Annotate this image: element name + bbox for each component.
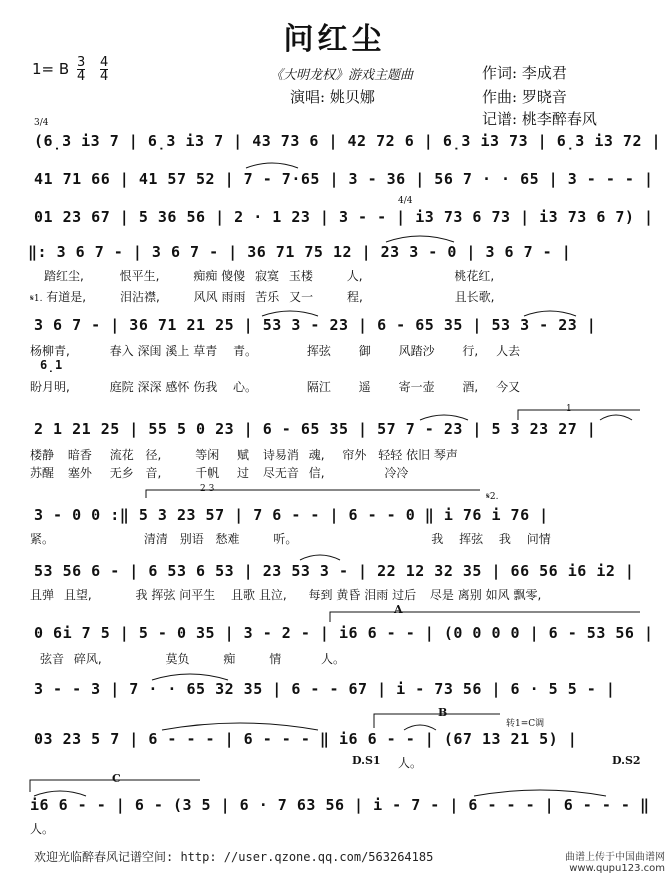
key-signature: 1= B [32,60,70,78]
tie-7 [300,555,340,560]
notation-line-7: 3 - 0 0 :‖ 5 3 23 57 | 7 6 - - | 6 - - 0 ‖ i 76 i 76 | [34,506,549,524]
notation-line-5: 3 6 7 - | 36 71 21 25 | 53 3 - 23 | 6 - 65 35 | 53 3 - 23 | [34,316,597,334]
time-signature-4-4: $\frac{4}{4}$ [100,55,109,84]
lyric-row-verse2-c: 苏醒 塞外 无乡 音, 千帆 过 尽无音 信, 冷冷 [30,466,409,480]
ds2-marker: D.S2 [612,754,641,767]
tie-8 [152,674,228,680]
bracket-a [330,612,640,622]
lyric-row-chorus-b: 弦音 碎风, 莫负 痴 情 人。 [40,652,346,666]
rehearsal-mark-c: C [112,772,121,785]
volta-2-3-bracket [146,490,480,498]
tie-5 [420,415,468,420]
tie-6 [600,415,632,420]
volta-2-3-label: 2 3 [200,484,215,494]
time-signature-3-4: $\frac{3}{4}$ [77,55,86,84]
notation-line-1: (6̣3 i3 7 | 6̣3 i3 7 | 43 73 6 | 42 72 6 | 6̣3 i3 73 | 6̣3 i3 72 | [34,132,662,150]
composer-credit: 作曲: 罗晓音 [482,88,567,106]
notation-line-4: ‖: 3 6 7 - | 3 6 7 - | 36 71 75 12 | 23 3 - 0 | 3 6 7 - | [28,243,572,261]
tie-1 [246,163,298,168]
notation-line-10: 3 - - 3 | 7 · · 65 32 35 | 6 - - 67 | i - 73 56 | 6 · 5 5 - | [34,680,616,698]
bracket-c [30,780,200,792]
lyric-row-verse1-a: 踏红尘, 恨平生, 痴痴 傻傻 寂寞 玉楼 人, 桃花红, [44,269,495,283]
rehearsal-mark-a: A [394,603,403,616]
notation-line-2: 41 71 66 | 41 57 52 | 7 - 7·65 | 3 - 36 | 56 7 · · 65 | 3 - - - | [34,170,654,188]
lyric-row-ending: 紧。 清清 别语 愁难 听。 我 挥弦 我 问情 [30,532,551,546]
notation-line-11: 03 23 5 7 | 6 - - - | 6 - - - ‖ i6 6 - - | (67 13 21 5) | [34,730,578,748]
lyric-ds1: 人。 [398,756,423,770]
lyric-row-verse1-c: 楼静 暗香 流花 径, 等闲 赋 诗易消 魂, 帘外 轻轻 依旧 琴声 [30,448,458,462]
meter-marker-4-4: 4/4 [398,196,413,206]
tie-3 [262,311,318,316]
lyric-row-verse1-b: 杨柳青, 春入 深闺 溪上 草青 青。 挥弦 御 风踏沙 行, 人去 [30,344,521,358]
lyric-row-chorus-a: 且弹 且望, 我 挥弦 问平生 且歌 且泣, 每到 黄昏 泪雨 过后 尽是 离别 如风 飘零, [30,588,542,602]
notation-line-8: 53 56 6 - | 6 53 6 53 | 23 53 3 - | 22 12 32 35 | 66 56 i6 i2 | [34,562,635,580]
lyric-row-verse2-a: 𝄋1. 有道是, 泪沾襟, 风风 雨雨 苦乐 又一 程, 且长歌, [30,290,495,304]
notation-line-9: 0 6i 7 5 | 5 - 0 35 | 3 - 2 - | i6 6 - - | (0 0 0 0 | 6 - 53 56 | [34,624,654,642]
watermark: 曲谱上传于中国曲谱网 www.qupu123.com [565,852,665,874]
lyric-row-verse2-b: 盼月明, 庭院 深深 感怀 伤我 心。 隔江 遥 寄一壶 酒, 今又 [30,380,521,394]
tie-9 [162,723,318,730]
key-change-label: 转1=C调 [506,719,545,729]
notation-line-12: i6 6 - - | 6 - (3 5 | 6 · 7 63 56 | i - 7 - | 6 - - - | 6 - - - ‖ [30,796,650,814]
transcriber-credit: 记谱: 桃李醉春风 [482,110,597,128]
tie-12 [474,790,606,796]
volta-1-bracket [518,410,640,420]
ds1-marker: D.S1 [352,754,381,767]
lyric-row-final: 人。 [30,822,55,836]
tie-11 [34,791,86,796]
footer-credit: 欢迎光临醉春风记谱空间: http: //user.qzone.qq.com/563264185 [34,850,434,864]
tie-10 [404,725,436,730]
bracket-b [374,714,500,728]
meter-marker-3-4: 3/4 [34,118,49,128]
notation-line-3: 01 23 67 | 5 36 56 | 2 · 1 23 | 3 - - | i3 73 6 73 | i3 73 6 7) | [34,208,654,226]
subtitle: 《大明龙权》游戏主题曲 [270,68,414,83]
lyricist-credit: 作词: 李成君 [482,64,567,82]
singer-credit: 演唱: 姚贝娜 [290,88,375,106]
rehearsal-mark-b: B [438,706,448,719]
low-note-marker: 6̣1 [40,358,63,372]
volta-1-label: 1 [566,404,572,414]
segno-2-marker: 𝄋2. [486,492,499,502]
tie-4 [524,311,576,316]
score-title: 问红尘 [283,22,386,57]
notation-line-6: 2 1 21 25 | 55 5 0 23 | 6 - 65 35 | 57 7 - 23 | 5 3 23 27 | [34,420,597,438]
tie-2 [386,236,454,242]
